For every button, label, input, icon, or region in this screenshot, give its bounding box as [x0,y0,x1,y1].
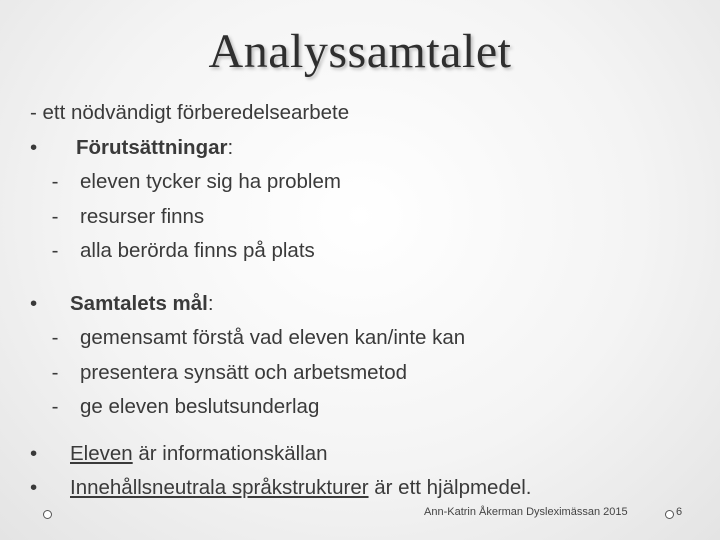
closing-line-1 [30,437,690,472]
section-heading-text: Samtalets mål [70,291,208,315]
list-item-text: ge eleven beslutsunderlag [80,395,320,418]
underlined-term: Innehållsneutrala språkstrukturer [70,476,369,499]
slide-footer [0,505,720,525]
bullet-icon: • [30,441,38,465]
list-item [30,321,690,356]
closing-text: är informationskällan [132,441,328,465]
dash-marker: - [51,239,59,262]
closing-line-2 [30,471,690,506]
closing-text: är ett hjälpmedel. [368,476,532,499]
bullet-icon: • [30,291,38,315]
section-heading-text: Förutsättningar [76,135,228,159]
slide-number: 6 [676,506,683,518]
list-item-text: presentera synsätt och arbetsmetod [80,360,408,384]
list-item [30,165,690,200]
footer-text: Ann-Katrin Åkerman Dysleximässan 2015 [424,506,628,518]
heading-colon: : [207,291,214,315]
footer-dot-icon [665,510,674,519]
heading-colon: : [227,135,234,159]
intro-line: - ett nödvändigt förberedelsearbete [30,101,350,124]
footer-dot-icon [43,510,52,519]
list-item [30,356,690,391]
list-item [30,390,690,425]
dash-marker: - [51,204,59,228]
list-item-text: alla berörda finns på plats [80,239,315,262]
list-item [30,200,690,235]
list-item-text: resurser finns [80,204,205,228]
dash-marker: - [51,395,59,418]
dash-marker: - [51,326,59,349]
section-heading-1 [30,131,690,166]
section-heading-2 [30,287,690,322]
list-item-text: eleven tycker sig ha problem [80,170,341,193]
bullet-icon: • [30,135,38,159]
list-item [30,234,690,269]
bullet-icon: • [30,476,38,499]
slide-body [30,96,690,506]
list-item-text: gemensamt förstå vad eleven kan/inte kan [80,326,466,349]
dash-marker: - [51,170,59,193]
underlined-term: Eleven [70,441,133,465]
slide-title: Analyssamtalet [208,25,512,78]
dash-marker: - [51,360,59,384]
